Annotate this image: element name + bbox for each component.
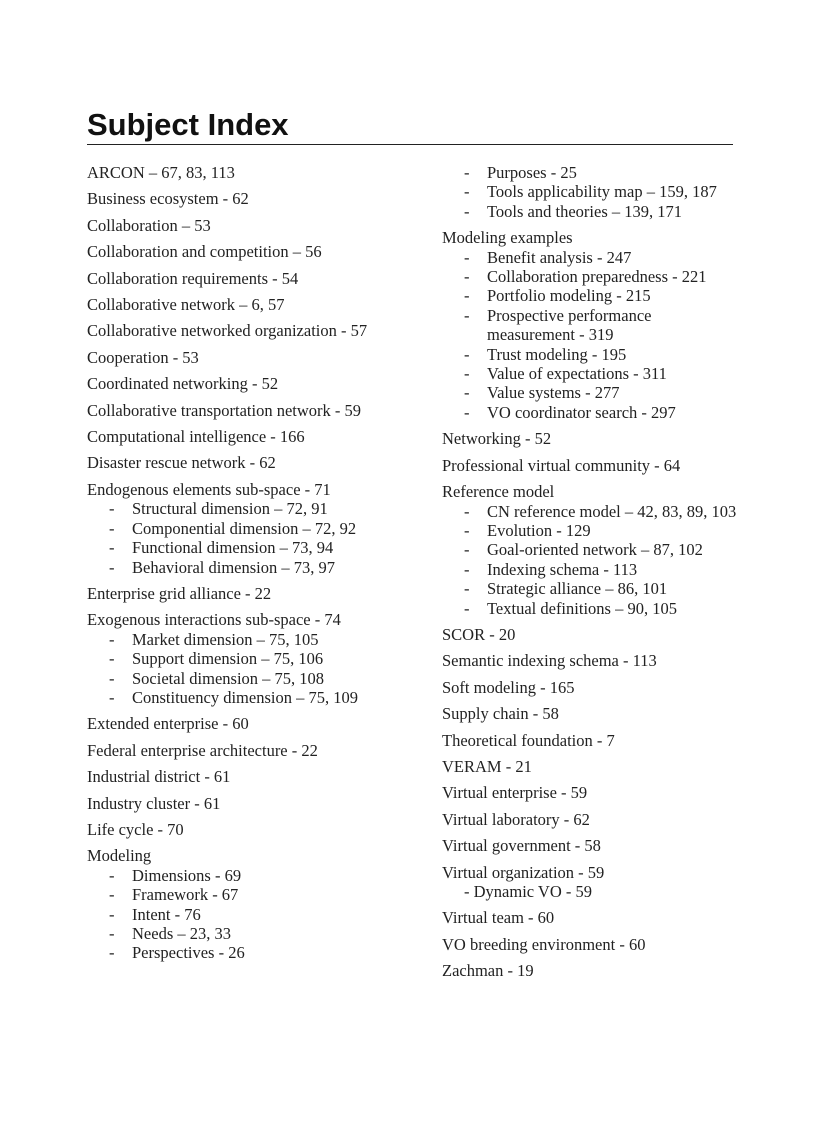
subentry-list [442, 502, 742, 618]
index-entry: VERAM - 21 [442, 756, 532, 776]
index-subentry: - Purposes - 25 [442, 163, 742, 182]
index-entry: Industrial district - 61 [87, 767, 231, 787]
index-entry-group [87, 610, 387, 707]
index-entry-heading: Virtual organization - 59 [442, 862, 605, 882]
index-entry: VO breeding environment - 60 [442, 934, 646, 954]
index-subentry: - Strategic alliance – 86, 101 [442, 579, 742, 598]
index-entry: Theoretical foundation - 7 [442, 730, 615, 750]
index-subentry: - Value of expectations - 311 [442, 364, 742, 383]
index-entry: ARCON – 67, 83, 113 [87, 163, 235, 182]
index-entry: Semantic indexing schema - 113 [442, 651, 657, 671]
index-entry: Collaborative transportation network - 59 [87, 400, 362, 420]
index-subentry: - Tools applicability map – 159, 187 [442, 182, 742, 201]
index-entry: Computational intelligence - 166 [87, 427, 305, 447]
index-entry-heading: Exogenous interactions sub-space - 74 [87, 610, 341, 630]
index-entry-group [442, 863, 742, 902]
index-subentry: - Intent - 76 [87, 905, 387, 924]
subentry-list [87, 499, 387, 577]
index-subentry: - Societal dimension – 75, 108 [87, 669, 387, 688]
index-subentry: - Support dimension – 75, 106 [87, 649, 387, 668]
index-subentry: - Trust modeling - 195 [442, 345, 742, 364]
index-entry-group [442, 163, 742, 221]
index-entry-group [442, 482, 742, 618]
index-subentry: - Textual definitions – 90, 105 [442, 599, 742, 618]
index-subentry: - Value systems - 277 [442, 383, 742, 402]
index-entry: Virtual government - 58 [442, 836, 601, 856]
index-subentry: - VO coordinator search - 297 [442, 403, 742, 422]
index-entry: Virtual enterprise - 59 [442, 783, 588, 803]
subentry-list [442, 248, 742, 423]
index-entry: Industry cluster - 61 [87, 793, 221, 813]
index-subentry: - Prospective performance measurement - 319 [442, 306, 742, 345]
index-subentry: - Componential dimension – 72, 92 [87, 519, 387, 538]
index-entry: Business ecosystem - 62 [87, 189, 249, 209]
index-entry: Networking - 52 [442, 429, 552, 449]
index-subentry: - Structural dimension – 72, 91 [87, 499, 387, 518]
index-column-left [87, 163, 387, 970]
subentry-list [87, 630, 387, 708]
index-subentry: - Needs – 23, 33 [87, 924, 387, 943]
subentry-list [87, 866, 387, 963]
index-entry: Disaster rescue network - 62 [87, 453, 276, 473]
index-entry: Zachman - 19 [442, 961, 534, 981]
index-entry: Extended enterprise - 60 [87, 714, 249, 734]
index-entry: Collaboration requirements - 54 [87, 268, 299, 288]
index-entry: Professional virtual community - 64 [442, 455, 681, 475]
index-entry: Virtual laboratory - 62 [442, 809, 590, 829]
index-entry: Collaborative network – 6, 57 [87, 295, 285, 315]
index-entry: Supply chain - 58 [442, 704, 559, 724]
index-entry-heading: Modeling [87, 846, 152, 866]
title-rule [87, 144, 733, 145]
index-entry: Enterprise grid alliance - 22 [87, 583, 272, 603]
index-entry: SCOR - 20 [442, 624, 516, 644]
index-column-right [442, 163, 742, 988]
index-entry-group [87, 846, 387, 962]
page-title: Subject Index [87, 107, 289, 142]
index-entry-group [442, 228, 742, 422]
index-entry: Collaboration – 53 [87, 215, 211, 235]
index-entry: Collaborative networked organization - 57 [87, 321, 368, 341]
index-entry-heading: Endogenous elements sub-space - 71 [87, 479, 331, 499]
index-entry: Federal enterprise architecture - 22 [87, 740, 318, 760]
index-subentry: - Evolution - 129 [442, 521, 742, 540]
index-entry-heading: Reference model [442, 482, 555, 502]
index-entry: Soft modeling - 165 [442, 677, 575, 697]
index-subentry: - Functional dimension – 73, 94 [87, 538, 387, 557]
index-entry: Virtual team - 60 [442, 908, 555, 928]
index-entry: Collaboration and competition – 56 [87, 242, 322, 262]
index-entry: Cooperation - 53 [87, 347, 199, 367]
index-entry-heading: Modeling examples [442, 228, 573, 248]
index-subentry: - Perspectives - 26 [87, 943, 387, 962]
index-subentry: - Constituency dimension – 75, 109 [87, 688, 387, 707]
index-subentry: - Portfolio modeling - 215 [442, 286, 742, 305]
index-entry: Coordinated networking - 52 [87, 374, 279, 394]
subentry-list [442, 163, 742, 221]
index-subentry: - Collaboration preparedness - 221 [442, 267, 742, 286]
index-entry: Life cycle - 70 [87, 819, 184, 839]
index-subentry: - Framework - 67 [87, 885, 387, 904]
index-entry-group [87, 480, 387, 577]
index-subentry: - Goal-oriented network – 87, 102 [442, 540, 742, 559]
index-subentry: - Market dimension – 75, 105 [87, 630, 387, 649]
index-subentry: - Benefit analysis - 247 [442, 248, 742, 267]
index-subentry: - Indexing schema - 113 [442, 560, 742, 579]
index-subentry: - Behavioral dimension – 73, 97 [87, 558, 387, 577]
index-subentry: - Dimensions - 69 [87, 866, 387, 885]
index-subentry: - CN reference model – 42, 83, 89, 103 [442, 502, 742, 521]
index-subentry: - Dynamic VO - 59 [464, 882, 593, 901]
index-subentry: - Tools and theories – 139, 171 [442, 202, 742, 221]
